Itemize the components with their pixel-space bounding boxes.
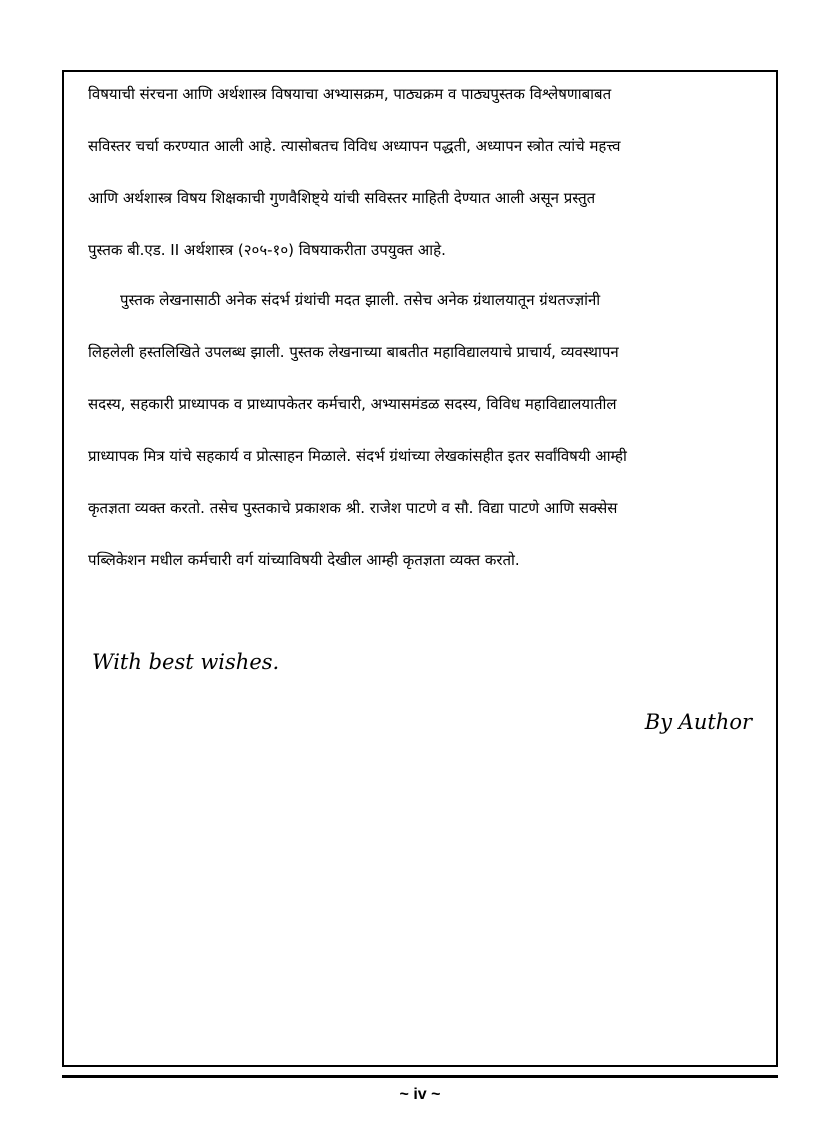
page-number: ~ iv ~ [399,1086,441,1103]
paragraph-line: विषयाची संरचना आणि अर्थशास्त्र विषयाचा अभ्यासक्रम, पाठ्यक्रम व पाठ्यपुस्तक विश्लेषणाबाबत [88,85,612,103]
paragraph-line: प्राध्यापक मित्र यांचे सहकार्य व प्रोत्साहन मिळाले. संदर्भ ग्रंथांच्या लेखकांसहीत इतर सर्वांविषयी आम्ही [88,447,627,465]
paragraph-line: पब्लिकेशन मधील कर्मचारी वर्ग यांच्याविषयी देखील आम्ही कृतज्ञता व्यक्त करतो. [88,551,520,569]
paragraph-2 [88,274,752,586]
paragraph-line: पुस्तक लेखनासाठी अनेक संदर्भ ग्रंथांची मदत झाली. तसेच अनेक ग्रंथालयातून ग्रंथतज्ज्ञांनी [120,291,601,309]
paragraph-line: सविस्तर चर्चा करण्यात आली आहे. त्यासोबतच विविध अध्यापन पद्धती, अध्यापन स्त्रोत त्यांचे महत्त्व [88,137,621,155]
paragraph-1 [88,68,752,276]
paragraph-line: पुस्तक बी.एड. II अर्थशास्त्र (२०५-१०) विषयाकरीता उपयुक्त आहे. [88,241,446,259]
paragraph-line: लिहलेली हस्तलिखिते उपलब्ध झाली. पुस्तक लेखनाच्या बाबतीत महाविद्यालयाचे प्राचार्य, व्यवस्थापन [88,343,619,361]
closing-greeting: With best wishes. [92,650,280,674]
paragraph-line: कृतज्ञता व्यक्त करतो. तसेच पुस्तकाचे प्रकाशक श्री. राजेश पाटणे व सौ. विद्या पाटणे आणि सक्सेस [88,499,618,517]
paragraph-line: आणि अर्थशास्त्र विषय शिक्षकाची गुणवैशिष्ट्ये यांची सविस्तर माहिती देण्यात आली असून प्रस्तुत [88,189,596,207]
author-signature: By Author [644,710,752,734]
footer-divider [62,1075,778,1078]
paragraph-line: सदस्य, सहकारी प्राध्यापक व प्राध्यापकेतर कर्मचारी, अभ्यासमंडळ सदस्य, विविध महाविद्यालयातील [88,395,617,413]
